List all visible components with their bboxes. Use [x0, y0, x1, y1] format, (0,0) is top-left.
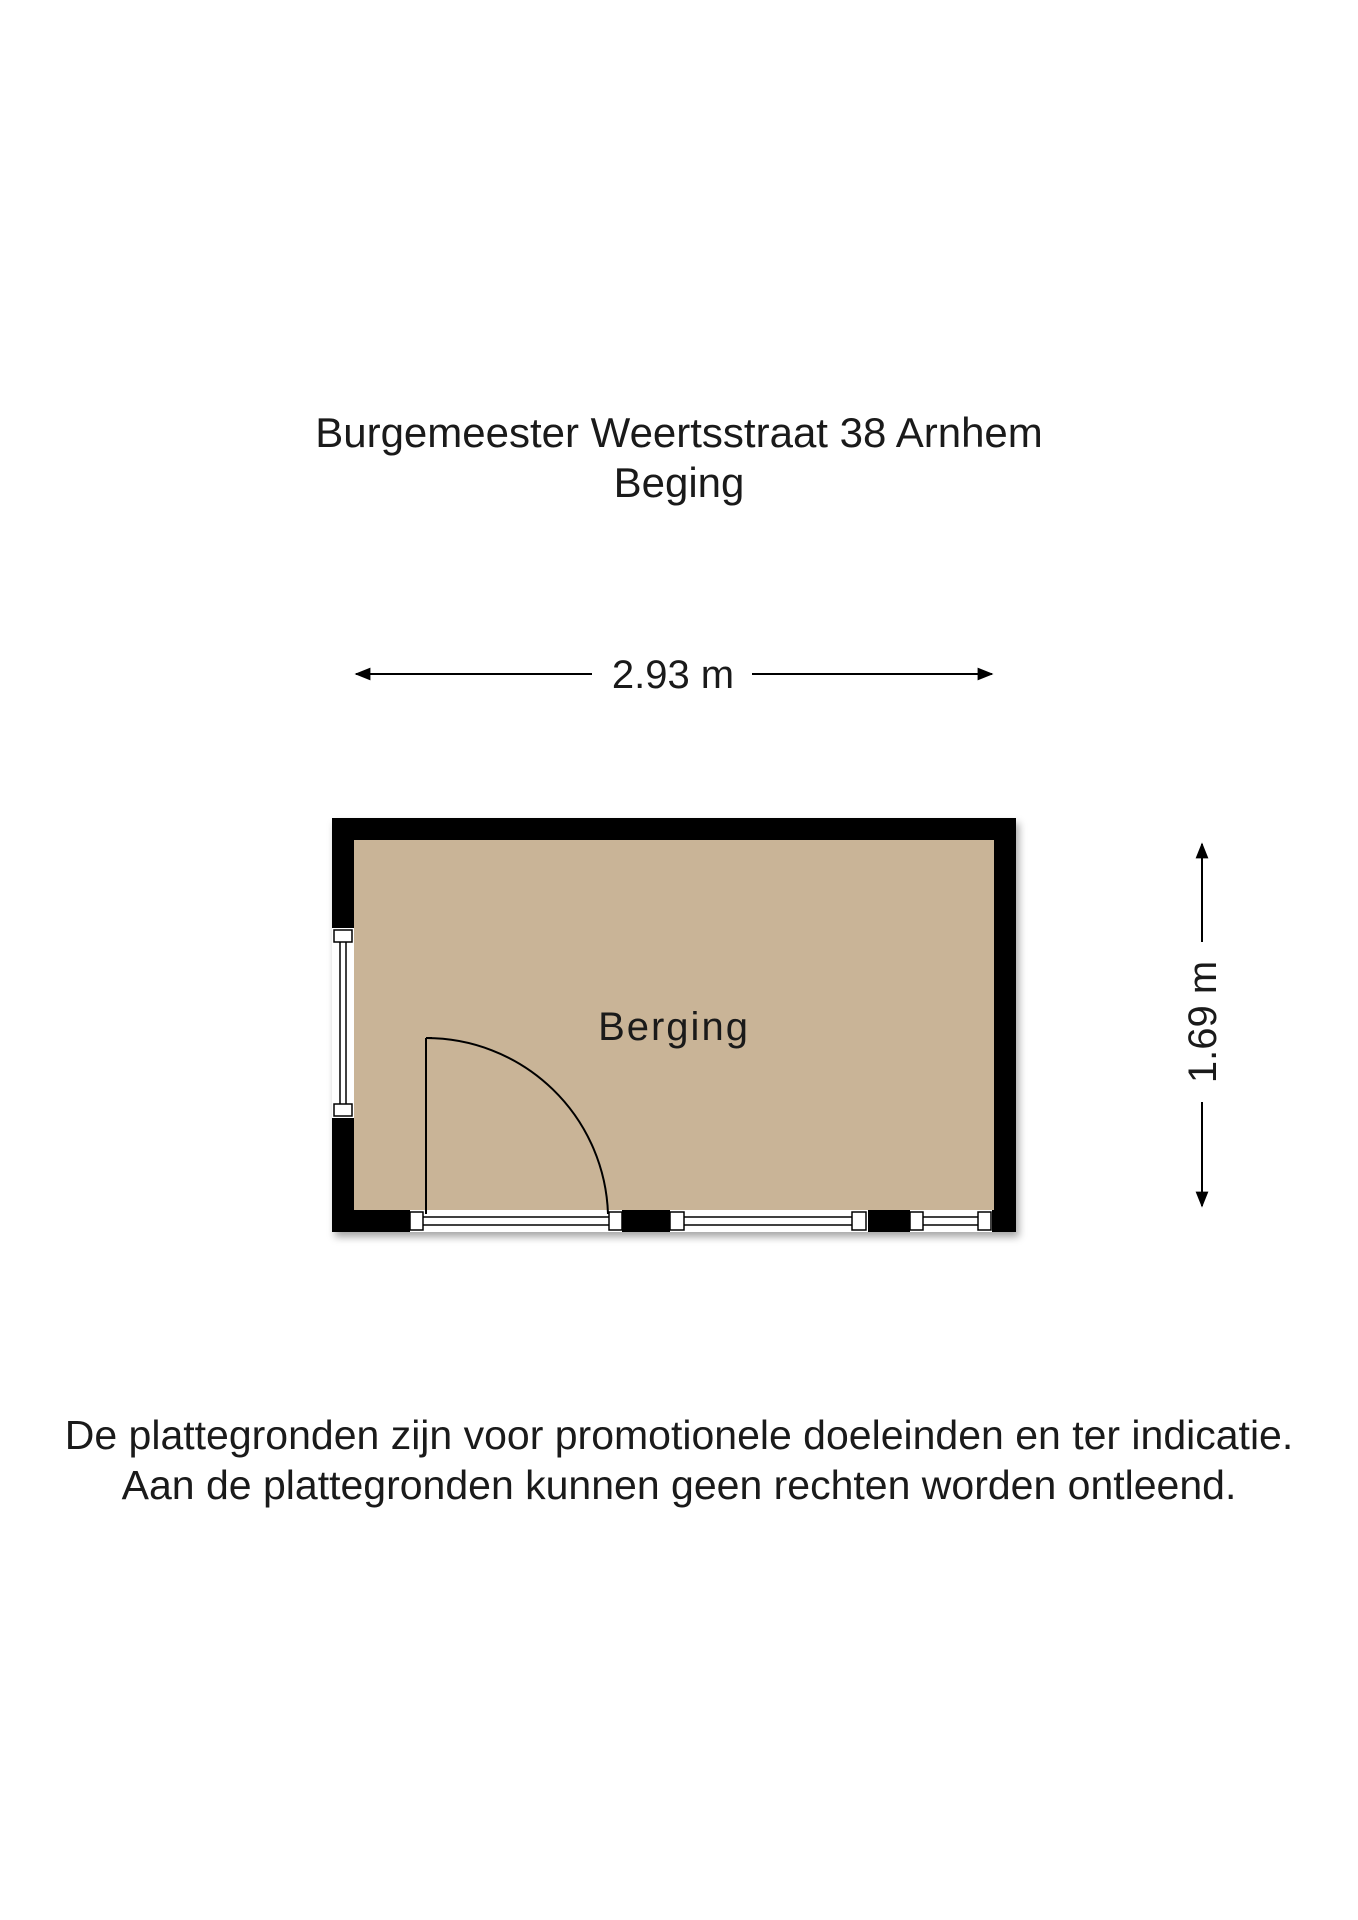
window-bottom-right [910, 1210, 992, 1232]
width-dimension-label: 2.93 m [611, 653, 735, 697]
floor-title: Beging [613, 459, 745, 506]
window-left [332, 928, 354, 1118]
height-dimension-label: 1.69 m [1181, 960, 1225, 1084]
door-opening [410, 1210, 622, 1232]
width-dimension [356, 653, 992, 697]
disclaimer [0, 1410, 1358, 1510]
disclaimer-line-1: De plattegronden zijn voor promotionele doeleinden en ter indicatie. [64, 1412, 1294, 1458]
address-title: Burgemeester Weertsstraat 38 Arnhem [315, 409, 1043, 456]
room-label: Berging [598, 1005, 750, 1049]
height-dimension [1181, 844, 1225, 1206]
disclaimer-line-2: Aan de plattegronden kunnen geen rechten worden ontleend. [121, 1462, 1237, 1508]
window-bottom-middle [670, 1210, 868, 1232]
